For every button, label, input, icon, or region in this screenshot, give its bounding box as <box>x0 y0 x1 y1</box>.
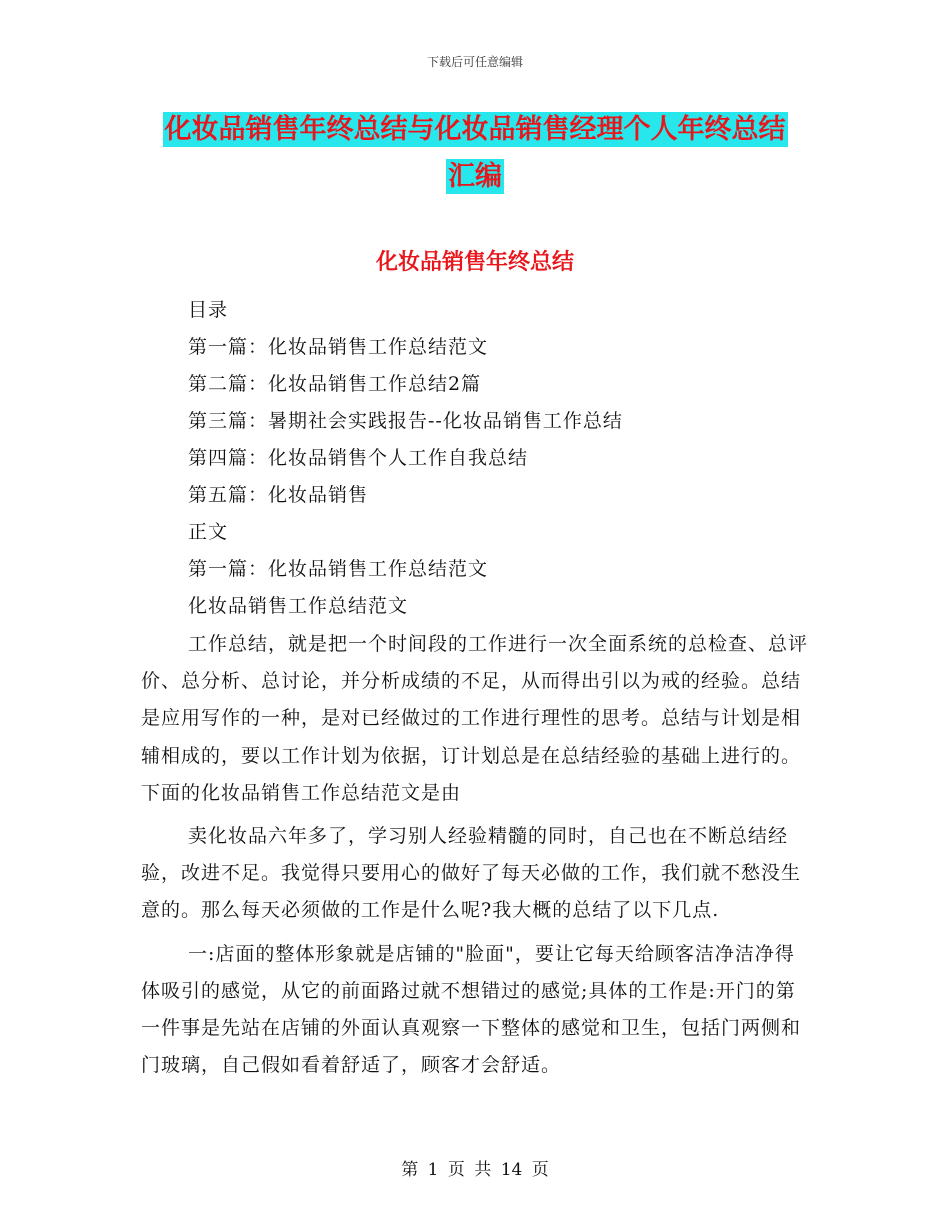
section-title: 化妆品销售年终总结 <box>375 250 574 275</box>
toc-item: 第四篇：化妆品销售个人工作自我总结 <box>188 447 529 469</box>
table-of-contents <box>188 292 623 625</box>
header-note: 下载后可任意编辑 <box>426 55 523 69</box>
document-title-line-2: 汇编 <box>448 161 502 192</box>
toc-item: 第一篇：化妆品销售工作总结范文 <box>188 336 489 358</box>
paragraph: 工作总结，就是把一个时间段的工作进行一次全面系统的总检查、总评价、总分析、总讨论，并分析成绩的不足，从而得出引以为戒的经验。总结是应用写作的一种，是对已经做过的工作进行理性的思考。总结与计划是相辅相成的，要以工作计划为依据，订计划总是在总结经验的基础上进行的。下面的化妆品销售工作总结范文是由 <box>141 633 809 804</box>
document-title <box>140 106 810 200</box>
page-footer: 第 1 页 共 14 页 <box>401 1160 549 1180</box>
document-title-line-1: 化妆品销售年终总结与化妆品销售经理个人年终总结 <box>164 114 786 145</box>
paragraph: 卖化妆品六年多了，学习别人经验精髓的同时，自己也在不断总结经验，改进不足。我觉得只要用心的做好了每天必做的工作，我们就不愁没生意的。那么每天必须做的工作是什么呢?我大概的总结了以下几点. <box>141 825 802 922</box>
toc-heading: 目录 <box>188 299 229 321</box>
toc-item: 第三篇：暑期社会实践报告--化妆品销售工作总结 <box>188 410 623 432</box>
body-text <box>141 626 811 1084</box>
body-heading: 正文 <box>188 521 229 543</box>
chapter-title: 第一篇：化妆品销售工作总结范文 <box>188 558 489 580</box>
chapter-subtitle: 化妆品销售工作总结范文 <box>188 595 409 617</box>
toc-item: 第五篇：化妆品销售 <box>188 484 369 506</box>
toc-item: 第二篇：化妆品销售工作总结2篇 <box>188 373 482 395</box>
paragraph: 一:店面的整体形象就是店铺的"脸面"，要让它每天给顾客洁净洁净得体吸引的感觉，从它的前面路过就不想错过的感觉;具体的工作是:开门的第一件事是先站在店铺的外面认真观察一下整体的感觉和卫生，包括门两侧和门玻璃，自己假如看着舒适了，顾客才会舒适。 <box>141 942 802 1077</box>
